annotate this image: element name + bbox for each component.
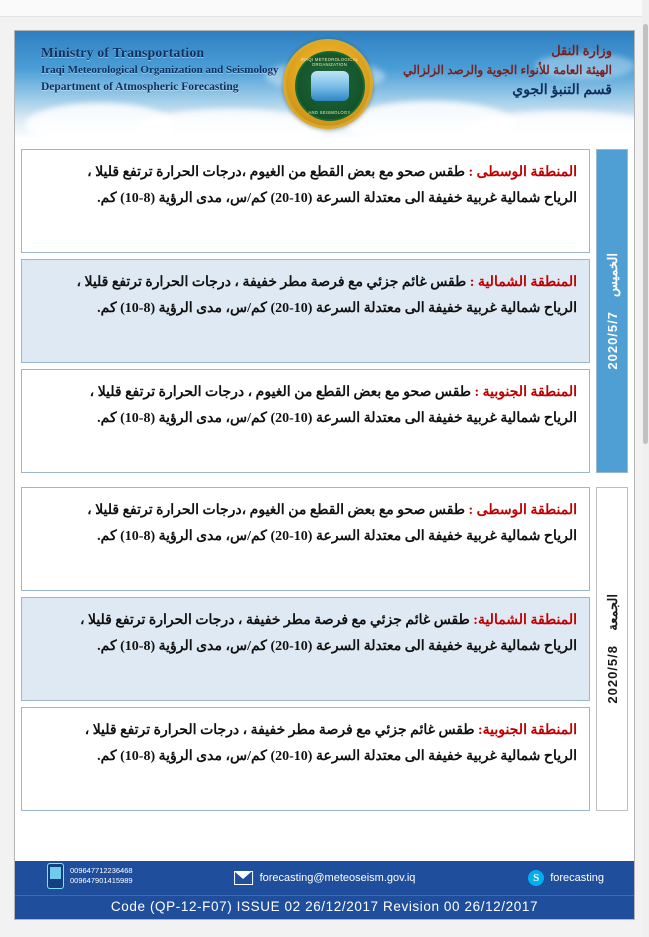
region-text-line1: طقس صحو مع بعض القطع من الغيوم ،درجات الحرارة ترتفع قليلا ، [87,503,466,518]
forecast-sheet [14,30,635,920]
organization-title-ar: الهيئة العامة للأنواء الجوية والرصد الزلزالي [403,62,612,77]
ministry-title-ar: وزارة النقل [551,43,612,58]
region-text-line1: طقس صحو مع بعض القطع من الغيوم ، درجات الحرارة ترتفع قليلا ، [89,385,472,400]
organization-title-en: Iraqi Meteorological Organization and Seismology [41,63,279,76]
logo-globe-icon [311,71,349,101]
region-card-central [21,149,590,253]
region-card-southern [21,369,590,473]
region-text-line2: الرياح شمالية غربية خفيفة الى معتدلة السرعة (10-20) كم/س، مدى الرؤية (8-10) كم. [97,528,577,544]
forecast-day-block [21,147,628,475]
region-name: المنطقة الجنوبية: [478,723,577,738]
logo-inner-disc [295,51,365,121]
footer-skype-text[interactable]: forecasting [550,872,604,884]
region-name: المنطقة الوسطى : [468,503,577,518]
footer-email-block[interactable] [234,871,416,885]
region-list [21,485,590,813]
logo-top-text: IRAQI METEOROLOGICAL ORGANIZATION [300,57,359,67]
region-card-northern [21,597,590,701]
ministry-title-en: Ministry of Transportation [41,45,205,60]
day-date-label: 2020/5/7 [604,310,620,370]
region-name: المنطقة الشمالية : [469,275,577,290]
region-card-central [21,487,590,591]
phone-number-2: 009647901415989 [70,876,133,885]
footer-contact-row [15,861,634,895]
footer-skype-block[interactable] [528,870,604,886]
region-name: المنطقة الجنوبية : [474,385,577,400]
mail-icon [234,871,253,885]
page-scrollbar[interactable] [642,0,649,937]
region-text-line1: طقس غائم جزئي مع فرصة مطر خفيفة ، درجات الحرارة ترتفع قليلا ، [84,723,475,738]
document-header-banner [15,31,634,139]
header-arabic-titles [403,41,612,100]
region-text-line1: طقس غائم جزئي مع فرصة مطر خفيفة ، درجات الحرارة ترتفع قليلا ، [79,613,470,628]
region-text-line2: الرياح شمالية غربية خفيفة الى معتدلة السرعة (10-20) كم/س، مدى الرؤية (8-10) كم. [97,748,577,764]
region-list [21,147,590,475]
skype-icon: S [528,870,544,886]
logo-bottom-text: AND SEISMOLOGY [308,110,351,115]
footer-document-code: Code (QP-12-F07) ISSUE 02 26/12/2017 Revision 00 26/12/2017 [15,895,634,920]
region-text-line2: الرياح شمالية غربية خفيفة الى معتدلة السرعة (10-20) كم/س، مدى الرؤية (8-10) كم. [97,190,577,206]
organization-logo [283,39,373,129]
department-title-ar: قسم التنبؤ الجوي [512,80,612,97]
day-name-label: الخميس [604,252,620,297]
region-text-line1: طقس غائم جزئي مع فرصة مطر خفيفة ، درجات الحرارة ترتفع قليلا ، [76,275,467,290]
scrollbar-thumb[interactable] [643,24,648,444]
region-text-line2: الرياح شمالية غربية خفيفة الى معتدلة السرعة (10-20) كم/س، مدى الرؤية (8-10) كم. [97,638,577,654]
region-card-southern [21,707,590,811]
region-card-northern [21,259,590,363]
region-text-line2: الرياح شمالية غربية خفيفة الى معتدلة السرعة (10-20) كم/س، مدى الرؤية (8-10) كم. [97,300,577,316]
region-text-line1: طقس صحو مع بعض القطع من الغيوم ،درجات الحرارة ترتفع قليلا ، [87,165,466,180]
footer-email-text[interactable]: forecasting@meteoseism.gov.iq [259,872,416,884]
footer-phone-block [47,863,133,889]
region-name: المنطقة الشمالية: [473,613,577,628]
footer-phone-numbers [70,866,133,886]
document-footer [15,861,634,919]
phone-number-1: 009647712236468 [70,865,133,875]
region-text-line2: الرياح شمالية غربية خفيفة الى معتدلة السرعة (10-20) كم/س، مدى الرؤية (8-10) كم. [97,410,577,426]
forecast-day-block [21,485,628,813]
window-topbar [0,0,649,17]
department-title-en: Department of Atmospheric Forecasting [41,80,239,93]
phone-icon [47,863,64,889]
day-date-label: 2020/5/8 [604,645,620,704]
day-label-strip [596,149,628,473]
day-label-strip [596,487,628,811]
region-name: المنطقة الوسطى : [468,165,577,180]
day-name-label: الجمعة [604,594,620,632]
header-english-titles [41,43,279,95]
